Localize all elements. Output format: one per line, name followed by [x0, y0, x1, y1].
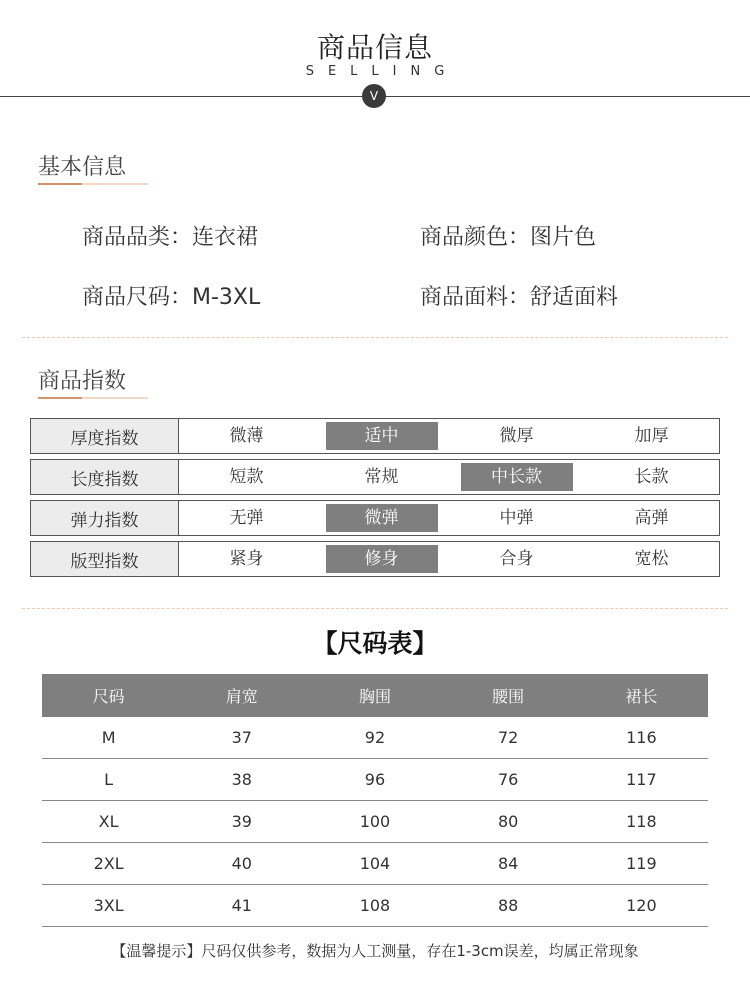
size-header-cell: 尺码: [42, 674, 175, 717]
index-option: 宽松: [634, 549, 669, 569]
index-option: 长款: [634, 467, 669, 487]
size-header-cell: 肩宽: [175, 674, 308, 717]
table-cell: M: [42, 717, 175, 759]
index-option-cell: [179, 460, 314, 494]
index-option-cell: [449, 542, 584, 576]
table-cell: 117: [575, 759, 708, 801]
index-option-cell: [584, 501, 719, 535]
table-row: [42, 843, 708, 885]
table-cell: XL: [42, 801, 175, 843]
size-header-cell: 腰围: [442, 674, 575, 717]
info-fabric: 商品面料：舒适面料: [420, 285, 619, 310]
index-title: 商品指数: [38, 369, 127, 394]
table-cell: 84: [442, 843, 575, 885]
size-header-cell: 裙长: [575, 674, 708, 717]
index-option: 无弹: [229, 508, 264, 528]
index-option-cell: [314, 542, 449, 576]
index-option-cell: [179, 501, 314, 535]
info-color: 商品颜色：图片色: [420, 225, 597, 250]
table-cell: 88: [442, 885, 575, 927]
basic-info-title: 基本信息: [38, 155, 127, 180]
index-row-label: 弹力指数: [31, 501, 179, 535]
index-option: 中弹: [499, 508, 534, 528]
index-option-selected: 适中: [326, 422, 438, 450]
table-cell: 37: [175, 717, 308, 759]
index-option-cell: [449, 501, 584, 535]
table-cell: 119: [575, 843, 708, 885]
table-row: [42, 801, 708, 843]
index-option-cell: [314, 419, 449, 453]
table-cell: 118: [575, 801, 708, 843]
table-cell: 96: [308, 759, 441, 801]
index-underline: [38, 397, 148, 399]
table-row: [42, 717, 708, 759]
index-option: 紧身: [229, 549, 264, 569]
table-row: [42, 885, 708, 927]
table-cell: 92: [308, 717, 441, 759]
index-option-cell: [584, 542, 719, 576]
index-option-selected: 修身: [326, 545, 438, 573]
table-cell: 38: [175, 759, 308, 801]
page-subtitle: SELLING: [305, 64, 459, 79]
table-cell: 41: [175, 885, 308, 927]
index-option: 加厚: [634, 426, 669, 446]
index-option-cell: [584, 419, 719, 453]
index-row: [30, 418, 720, 454]
index-option-selected: 中长款: [461, 463, 573, 491]
index-row-label: 版型指数: [31, 542, 179, 576]
info-category: 商品品类：连衣裙: [82, 225, 259, 250]
index-option-cell: [179, 419, 314, 453]
index-row-label: 长度指数: [31, 460, 179, 494]
index-row-label: 厚度指数: [31, 419, 179, 453]
notice-text: 【温馨提示】尺码仅供参考，数据为人工测量，存在1-3cm误差，均属正常现象: [111, 942, 639, 960]
table-cell: 40: [175, 843, 308, 885]
table-cell: 104: [308, 843, 441, 885]
index-option-cell: [584, 460, 719, 494]
basic-info-underline: [38, 183, 148, 185]
table-cell: 72: [442, 717, 575, 759]
table-cell: 100: [308, 801, 441, 843]
index-option-cell: [449, 419, 584, 453]
page-title: 商品信息: [316, 31, 433, 64]
index-option: 短款: [229, 467, 264, 487]
table-cell: 108: [308, 885, 441, 927]
table-cell: 80: [442, 801, 575, 843]
table-cell: 76: [442, 759, 575, 801]
index-option-cell: [449, 460, 584, 494]
index-option-cell: [179, 542, 314, 576]
index-option: 常规: [364, 467, 399, 487]
size-header-cell: 胸围: [308, 674, 441, 717]
index-option: 微薄: [229, 426, 264, 446]
table-cell: 3XL: [42, 885, 175, 927]
index-option-cell: [314, 501, 449, 535]
table-cell: 2XL: [42, 843, 175, 885]
section-divider: [22, 337, 728, 338]
size-table: [42, 674, 708, 927]
index-row: [30, 541, 720, 577]
table-cell: 116: [575, 717, 708, 759]
index-option-cell: [314, 460, 449, 494]
size-table-title: 【尺码表】: [312, 629, 438, 658]
index-option-selected: 微弹: [326, 504, 438, 532]
table-row: [42, 759, 708, 801]
index-option: 微厚: [499, 426, 534, 446]
index-row: [30, 500, 720, 536]
index-option: 高弹: [634, 508, 669, 528]
section-divider: [22, 608, 728, 609]
index-row: [30, 459, 720, 495]
table-cell: 120: [575, 885, 708, 927]
table-cell: 39: [175, 801, 308, 843]
chevron-down-icon: V: [362, 84, 386, 108]
index-option: 合身: [499, 549, 534, 569]
size-table-header: [42, 674, 708, 717]
info-size: 商品尺码：M-3XL: [82, 285, 261, 310]
table-cell: L: [42, 759, 175, 801]
